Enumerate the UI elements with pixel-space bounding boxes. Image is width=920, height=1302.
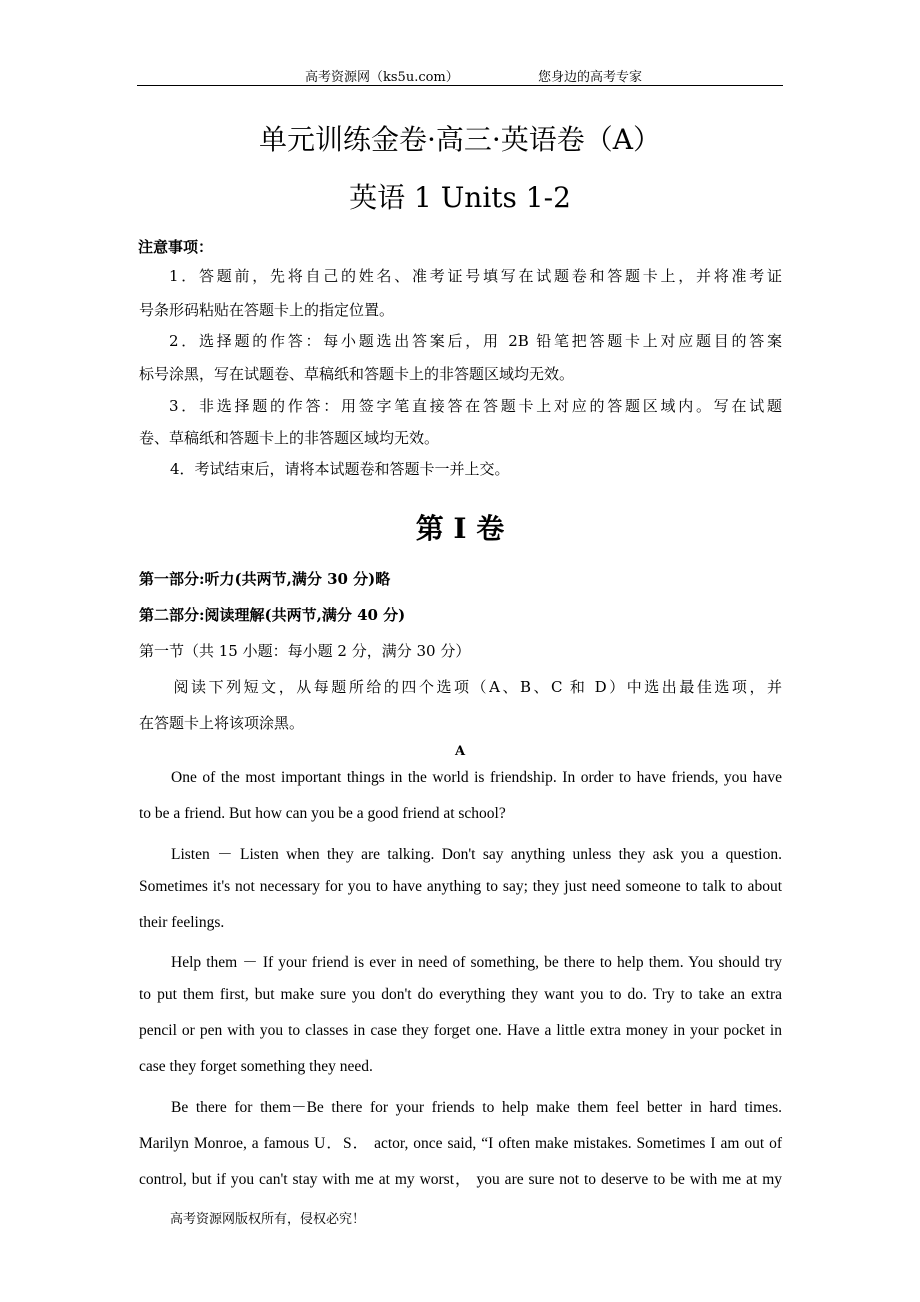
passage-line: Listen － Listen when they are talking. Don't say anything unless they ask you a question. (171, 846, 782, 863)
passage-line: Sometimes it's not necessary for you to have anything to say; they just need someone to talk to about (139, 878, 782, 895)
passage-line: control, but if you can't stay with me at my worst， you are sure not to deserve to be with me at my (139, 1171, 782, 1188)
passage-line: Be there for them－Be there for your friends to help make them feel better in hard times. (171, 1099, 782, 1116)
page-title: 单元训练金卷·高三·英语卷（A） (258, 123, 662, 156)
notice-item-4: 4．考试结束后，请将本试题卷和答题卡一并上交。 (170, 460, 510, 478)
passage-line: their feelings. (139, 914, 225, 931)
notice-item-3-line-1: 3．非选择题的作答：用签字笔直接答在答题卡上对应的答题区域内。写在试题 (169, 397, 782, 415)
notice-item-1-line-2: 号条形码粘贴在答题卡上的指定位置。 (139, 301, 395, 319)
page-subtitle: 英语 1 Units 1-2 (349, 181, 571, 214)
passage-line: pencil or pen with you to classes in case they forget one. Have a little extra money in your pocket in (139, 1022, 782, 1039)
section-1-heading: 第一节（共 15 小题：每小题 2 分，满分 30 分） (139, 642, 471, 660)
passage-line: to put them first, but make sure you don't do everything they want you to do. Try to take an extra (139, 986, 782, 1003)
instructions-line-2: 在答题卡上将该项涂黑。 (139, 714, 305, 732)
notice-item-2-line-2: 标号涂黑，写在试题卷、草稿纸和答题卡上的非答题区域均无效。 (139, 365, 575, 383)
part-2-heading: 第二部分:阅读理解(共两节,满分 40 分) (139, 606, 406, 624)
notice-item-2-line-1: 2．选择题的作答：每小题选出答案后，用 2B 铅笔把答题卡上对应题目的答案 (169, 332, 782, 350)
footer-copyright: 高考资源网版权所有，侵权必究！ (170, 1212, 366, 1227)
notice-item-3-line-2: 卷、草稿纸和答题卡上的非答题区域均无效。 (139, 429, 440, 447)
header-divider (137, 85, 783, 86)
header-site-name: 高考资源网（ks5u.com） (305, 70, 459, 85)
instructions-line-1: 阅读下列短文，从每题所给的四个选项（A、B、C 和 D）中选出最佳选项，并 (171, 678, 782, 696)
notice-heading: 注意事项： (138, 238, 214, 256)
passage-line: Help them － If your friend is ever in need of something, be there to help them. You should try (171, 954, 782, 971)
passage-line: Marilyn Monroe, a famous U．S． actor, once said, “I often make mistakes. Sometimes I am out of (139, 1135, 782, 1152)
passage-label: A (454, 744, 466, 759)
passage-line: One of the most important things in the world is friendship. In order to have friends, you have (171, 769, 782, 786)
volume-title: 第 I 卷 (415, 512, 505, 545)
passage-line: to be a friend. But how can you be a good friend at school? (139, 805, 506, 822)
notice-item-1-line-1: 1．答题前，先将自己的姓名、准考证号填写在试题卷和答题卡上，并将准考证 (169, 267, 782, 285)
header-slogan: 您身边的高考专家 (538, 70, 643, 85)
part-1-heading: 第一部分:听力(共两节,满分 30 分)略 (139, 570, 391, 588)
passage-line: case they forget something they need. (139, 1058, 373, 1075)
